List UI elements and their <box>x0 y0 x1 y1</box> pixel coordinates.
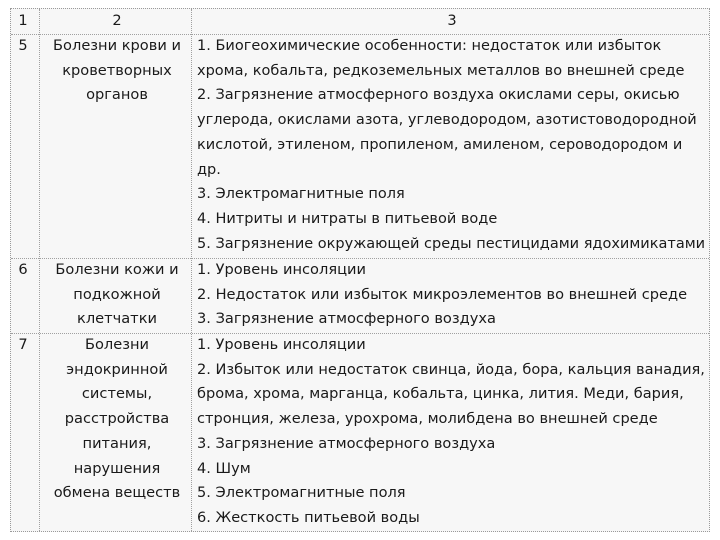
disease-line: эндокринной <box>66 360 168 378</box>
header-col-1: 1 <box>18 12 28 29</box>
disease-line: питания, <box>82 434 152 452</box>
factor-line: 1. Уровень инсоляции <box>197 336 366 353</box>
factor-line: 1. Биогеохимические особенности: недостаток или избыток <box>197 37 662 54</box>
disease-line: органов <box>86 86 148 104</box>
disease-line: подкожной <box>73 285 161 303</box>
factor-line: 5. Электромагнитные поля <box>197 484 406 502</box>
disease-line: клетчатки <box>77 310 157 328</box>
factor-line: 4. Нитриты и нитраты в питьевой воде <box>197 209 498 227</box>
factors-table <box>10 8 710 532</box>
factor-line: 3. Электромагнитные поля <box>197 185 405 203</box>
disease-cell <box>41 258 193 332</box>
disease-cell <box>41 333 193 506</box>
factor-line: 3. Загрязнение атмосферного воздуха <box>197 310 496 328</box>
factors-cell <box>197 333 706 531</box>
factor-line: др. <box>197 160 221 178</box>
disease-cell <box>41 34 193 108</box>
disease-line: нарушения <box>73 459 161 477</box>
factor-line: хрома, кобальта, редкоземельных металлов во внешней среде <box>197 61 685 79</box>
row-number: 5 <box>18 37 28 54</box>
factor-line: стронция, железа, урохрома, молибдена во внешней среде <box>197 410 658 428</box>
disease-line: Болезни <box>84 336 150 353</box>
disease-line: Болезни крови и <box>53 37 181 54</box>
disease-line: кроветворных <box>62 61 172 79</box>
disease-line: расстройства <box>64 410 170 428</box>
factor-line: 5. Загрязнение окружающей среды пестицидами ядохимикатами <box>197 234 706 252</box>
factor-line: углерода, окислами азота, углеводородом, азотистоводородной <box>197 111 697 129</box>
factor-line: кислотой, этиленом, пропиленом, амиленом, сероводородом и <box>197 135 683 153</box>
factor-line: 2. Недостаток или избыток микроэлементов во внешней среде <box>197 285 688 303</box>
row-number: 6 <box>18 261 28 278</box>
disease-line: Болезни кожи и <box>55 261 179 278</box>
factors-cell <box>197 34 708 256</box>
row-number: 7 <box>18 336 28 353</box>
factor-line: 2. Избыток или недостаток свинца, йода, бора, кальция ванадия, <box>197 360 705 378</box>
header-col-3: 3 <box>447 12 457 29</box>
disease-line: системы, <box>81 385 153 403</box>
factor-line: 6. Жесткость питьевой воды <box>197 508 420 526</box>
column-divider <box>39 9 40 531</box>
factor-line: 4. Шум <box>197 459 251 477</box>
header-col-2: 2 <box>112 12 122 29</box>
factor-line: брома, хрома, марганца, кобальта, цинка, лития. Меди, бария, <box>197 385 684 403</box>
factors-cell <box>197 258 687 332</box>
disease-line: обмена веществ <box>53 484 181 502</box>
factor-line: 3. Загрязнение атмосферного воздуха <box>197 434 496 452</box>
factor-line: 2. Загрязнение атмосферного воздуха окислами серы, окисью <box>197 86 680 104</box>
factor-line: 1. Уровень инсоляции <box>197 261 366 278</box>
